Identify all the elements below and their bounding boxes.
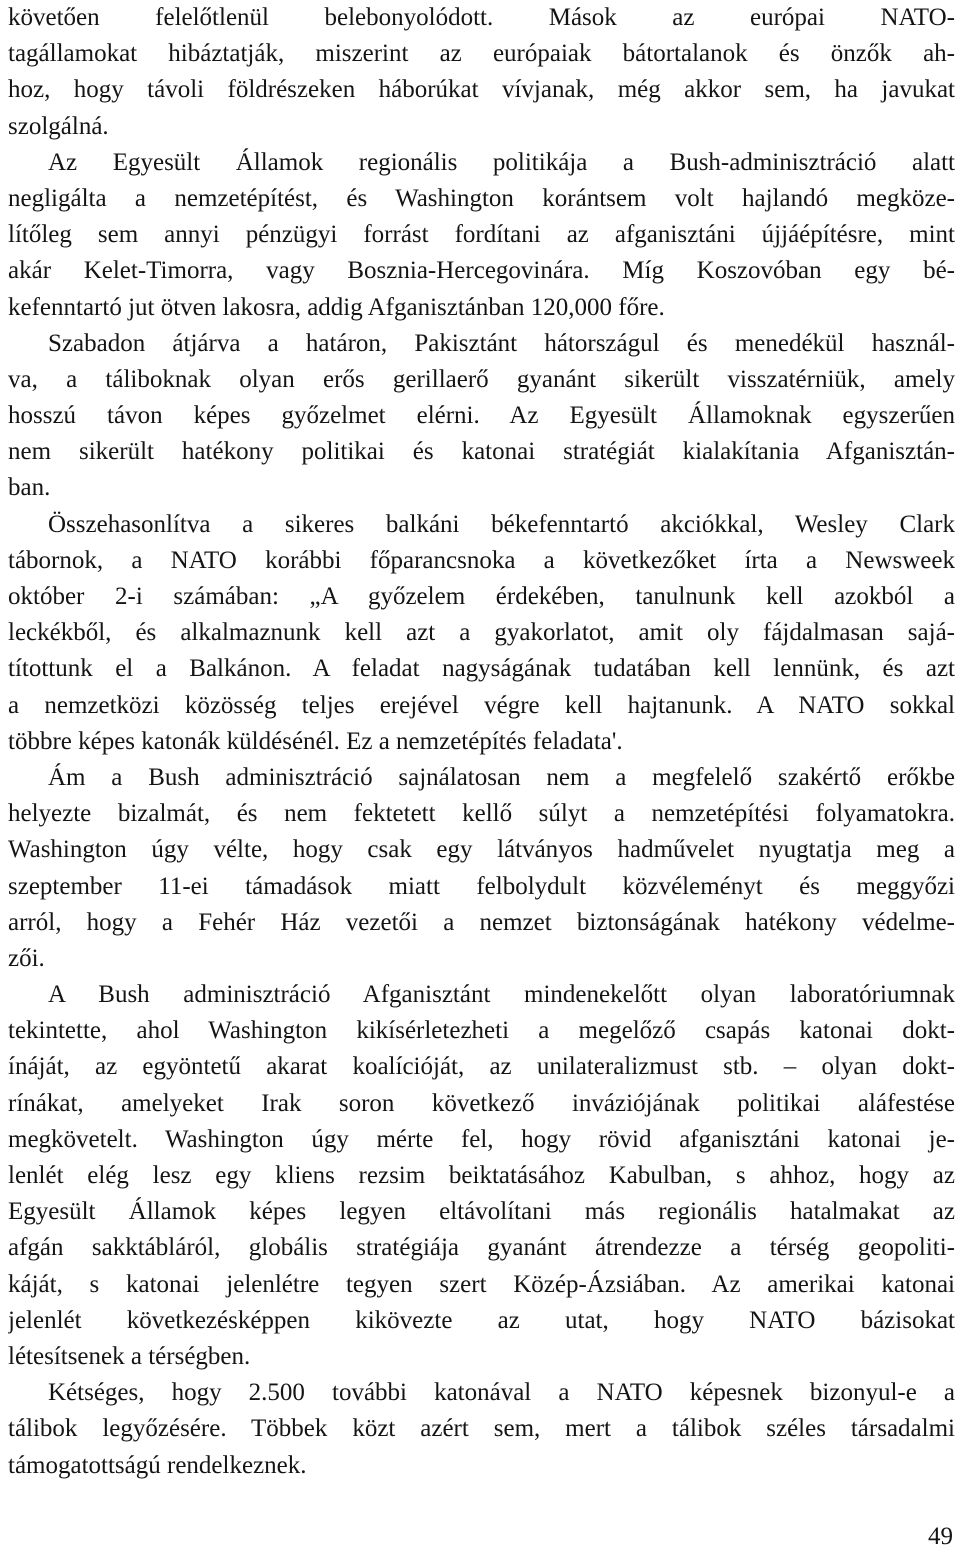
text-line: tekintette, ahol Washington kikísérletezheti a megelőző csapás katonai dokt- [8,1017,955,1045]
text-line: ínáját, az egyöntetű akarat koalícióját, az unilateralizmust stb. – olyan dokt- [8,1053,955,1081]
text-line: ban. [8,474,51,502]
paragraph-first-line: Ám a Bush adminisztráció sajnálatosan nem a megfelelő szakértő erőkbe [48,763,955,791]
text-line: hosszú távon képes győzelmet elérni. Az Egyesült Államoknak egyszerűen [8,402,955,430]
paragraph-first-line: Összehasonlítva a sikeres balkáni békefenntartó akciókkal, Wesley Clark [48,510,955,538]
text-line: hoz, hogy távoli földrészeken háborúkat vívjanak, még akkor sem, ha javukat [8,76,955,104]
text-line: követően felelőtlenül belebonyolódott. Mások az európai NATO- [8,4,955,31]
text-line: nem sikerült hatékony politikai és katonai stratégiát kialakítania Afganisztán- [8,438,955,466]
text-line: Egyesült Államok képes legyen eltávolítani más regionális hatalmakat az [8,1198,955,1226]
document-body [8,0,955,1484]
paragraph-first-line: Szabadon átjárva a határon, Pakisztánt hátországul és menedékül használ- [48,329,955,357]
text-line: kefenntartó jut ötven lakosra, addig Afganisztánban 120,000 főre. [8,293,665,321]
text-line: a nemzetközi közösség teljes erejével végre kell hajtanunk. A NATO sokkal [8,691,955,719]
text-line: tagállamokat hibáztatják, miszerint az európaiak bátortalanok és önzők ah- [8,40,955,68]
text-line: október 2-i számában: „A győzelem érdekében, tanulnunk kell azokból a [8,583,955,610]
text-line: negligálta a nemzetépítést, és Washington korántsem volt hajlandó megköze- [8,184,955,212]
text-line: zői. [8,944,45,972]
text-line: leckékből, és alkalmaznunk kell azt a gyakorlatot, amit oly fájdalmasan sajá- [8,619,955,647]
text-line: lítőleg sem annyi pénzügyi forrást fordítani az afganisztáni újjáépítésre, mint [8,221,955,249]
text-line: arról, hogy a Fehér Ház vezetői a nemzet biztonságának hatékony védelme- [8,908,955,936]
text-line: afgán sakktábláról, globális stratégiája gyanánt átrendezze a térség geopoliti- [8,1234,955,1262]
text-line: jelenlét következésképpen kikövezte az utat, hogy NATO bázisokat [8,1306,955,1334]
paragraph-first-line: A Bush adminisztráció Afganisztánt mindenekelőtt olyan laboratóriumnak [48,981,955,1009]
text-line: Washington úgy vélte, hogy csak egy látványos hadművelet nyugtatja meg a [8,836,955,864]
text-line: rínákat, amelyeket Irak soron következő inváziójának politikai aláfestése [8,1089,955,1117]
text-line: megkövetelt. Washington úgy mérte fel, hogy rövid afganisztáni katonai je- [8,1125,955,1153]
text-line: tábornok, a NATO korábbi főparancsnoka a következőket írta a Newsweek [8,546,955,574]
text-line: többre képes katonák küldésénél. Ez a nemzetépítés feladata'. [8,727,623,755]
text-line: va, a táliboknak olyan erős gerillaerő gyanánt sikerült visszatérniük, amely [8,365,955,393]
paragraph-first-line: Az Egyesült Államok regionális politikája a Bush-adminisztráció alatt [48,148,955,176]
page-number: 49 [928,1523,953,1550]
text-line: támogatottságú rendelkeznek. [8,1451,307,1479]
text-line: káját, s katonai jelenlétre tegyen szert Közép-Ázsiában. Az amerikai katonai [8,1270,955,1298]
text-line: helyezte bizalmát, és nem fektetett kellő súlyt a nemzetépítési folyamatokra. [8,800,955,828]
text-line: akár Kelet-Timorra, vagy Bosznia-Hercegovinára. Míg Koszovóban egy bé- [8,257,955,285]
text-line: lenlét elég lesz egy kliens rezsim beiktatásához Kabulban, s ahhoz, hogy az [8,1162,955,1189]
text-line: títottunk el a Balkánon. A feladat nagyságának tudatában kell lennünk, és azt [8,655,955,683]
paragraph-first-line: Kétséges, hogy 2.500 további katonával a NATO képesnek bizonyul-e a [48,1379,955,1407]
text-line: szeptember 11-ei támadások miatt felbolydult közvéleményt és meggyőzi [8,872,955,900]
text-line: tálibok legyőzésére. Többek közt azért sem, mert a tálibok széles társadalmi [8,1415,955,1443]
text-line: szolgálná. [8,112,109,140]
text-line: létesítsenek a térségben. [8,1342,251,1370]
